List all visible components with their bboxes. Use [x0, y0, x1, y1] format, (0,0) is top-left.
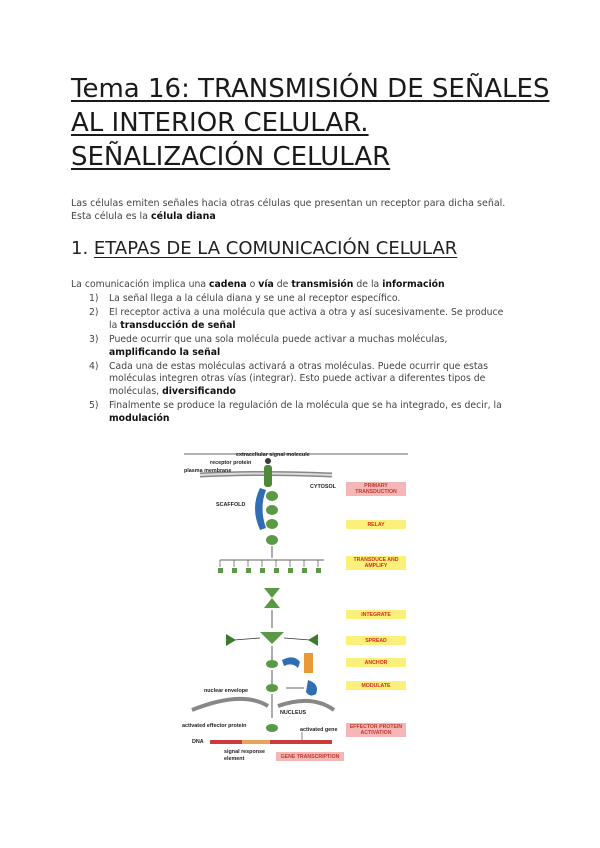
lead-bold-transmision: transmisión	[291, 279, 354, 290]
intro-text: Las células emiten señales hacia otras células que presentan un receptor para dicha señal. Esta célula es la	[71, 198, 506, 222]
membrane-label: plasma membrane	[184, 468, 232, 474]
title-line-3: SEÑALIZACIÓN CELULAR	[71, 142, 391, 172]
lead-text-2: o	[246, 279, 259, 290]
steps-list	[89, 293, 514, 427]
dna-strand	[210, 740, 332, 744]
list-item-number: 4)	[89, 361, 99, 373]
cytosol-label: CYTOSOL	[310, 484, 336, 490]
list-item-bold: modulación	[109, 412, 170, 424]
list-item-number: 5)	[89, 400, 99, 412]
list-item-bold: diversificando	[162, 385, 236, 397]
list-item	[89, 334, 514, 359]
list-item-text: La señal llega a la célula diana y se une al receptor específico.	[109, 293, 401, 304]
title-line-2: AL INTERIOR CELULAR.	[71, 108, 369, 138]
stage-anchor: ANCHOR	[346, 658, 406, 667]
stage-primary-transduction: PRIMARY TRANSDUCTION	[346, 482, 406, 496]
spread-hub	[260, 632, 284, 644]
stage-integrate: INTEGRATE	[346, 610, 406, 619]
effector-protein	[266, 724, 278, 732]
lead-text-3: de	[273, 279, 292, 290]
list-item	[89, 293, 514, 305]
list-item-bold: amplificando la señal	[109, 346, 221, 358]
lead-text-4: de la	[353, 279, 383, 290]
lead-text-1: La comunicación implica una	[71, 279, 210, 290]
receptor-protein	[264, 465, 272, 487]
title-line-1: Tema 16: TRANSMISIÓN DE SEÑALES	[71, 74, 550, 104]
anchor-bar	[304, 653, 313, 673]
list-item-text: Finalmente se produce la regulación de la molécula que se ha integrado, es decir, la	[109, 400, 502, 412]
nuclear-envelope	[192, 699, 268, 710]
stage-transduce-amplify: TRANSDUCE AND AMPLIFY	[346, 556, 406, 570]
stage-relay: RELAY	[346, 520, 406, 529]
lead-bold-cadena: cadena	[209, 279, 247, 290]
signal-response-label: signal response	[224, 749, 266, 755]
list-item-number: 1)	[89, 293, 99, 304]
intro-bold: célula diana	[151, 211, 216, 222]
signal-label: extracellular signal molecule	[236, 452, 310, 458]
lead-bold-via: vía	[258, 279, 274, 290]
intro-paragraph	[71, 197, 521, 223]
section-heading	[71, 238, 457, 259]
activated-effector-label: activated effector protein	[182, 723, 247, 729]
element-label: element	[224, 756, 245, 762]
list-item-number: 2)	[89, 307, 99, 319]
list-item	[89, 307, 514, 332]
list-item-number: 3)	[89, 334, 99, 346]
integrator-protein	[264, 588, 280, 608]
stage-spread: SPREAD	[346, 636, 406, 645]
dna-label: DNA	[192, 739, 204, 745]
list-item-bold: transducción de señal	[120, 319, 236, 331]
list-item	[89, 361, 514, 398]
stage-gene-transcription: GENE TRANSCRIPTION	[276, 752, 344, 761]
scaffold-label: SCAFFOLD	[216, 502, 246, 508]
section-number: 1.	[71, 238, 94, 259]
list-item-text: Cada una de estas moléculas activará a otras moléculas. Puede ocurrir que estas moléculas integren otras vías (integrar). Esto puede activar a diferentes tipos de moléculas,	[109, 361, 489, 397]
signal-molecule	[265, 458, 271, 464]
section-heading-text: ETAPAS DE LA COMUNICACIÓN CELULAR	[93, 238, 458, 259]
receptor-label: receptor protein	[210, 460, 252, 466]
stage-effector-activation: EFFECTOR PROTEIN ACTIVATION	[346, 723, 406, 737]
lead-bold-informacion: información	[382, 279, 445, 290]
section-lead	[71, 279, 445, 290]
list-item	[89, 400, 514, 425]
nuclear-envelope-label: nuclear envelope	[204, 688, 249, 694]
stage-modulate: MODULATE	[346, 681, 406, 690]
list-item-text: Puede ocurrir que una sola molécula puede activar a muchas moléculas,	[109, 334, 448, 346]
activated-gene-label: activated gene	[300, 727, 338, 733]
scaffold-protein	[255, 488, 266, 530]
amplified-molecules	[218, 568, 321, 573]
signaling-pathway-figure	[182, 448, 410, 766]
list-item-text: El receptor activa a una molécula que activa a otra y así sucesivamente. Se produce la	[109, 307, 504, 331]
modulator-protein	[306, 680, 317, 696]
page-title	[71, 72, 550, 174]
nucleus-label: NUCLEUS	[280, 710, 307, 716]
relay-proteins	[266, 491, 278, 545]
anchor-protein	[282, 657, 300, 668]
